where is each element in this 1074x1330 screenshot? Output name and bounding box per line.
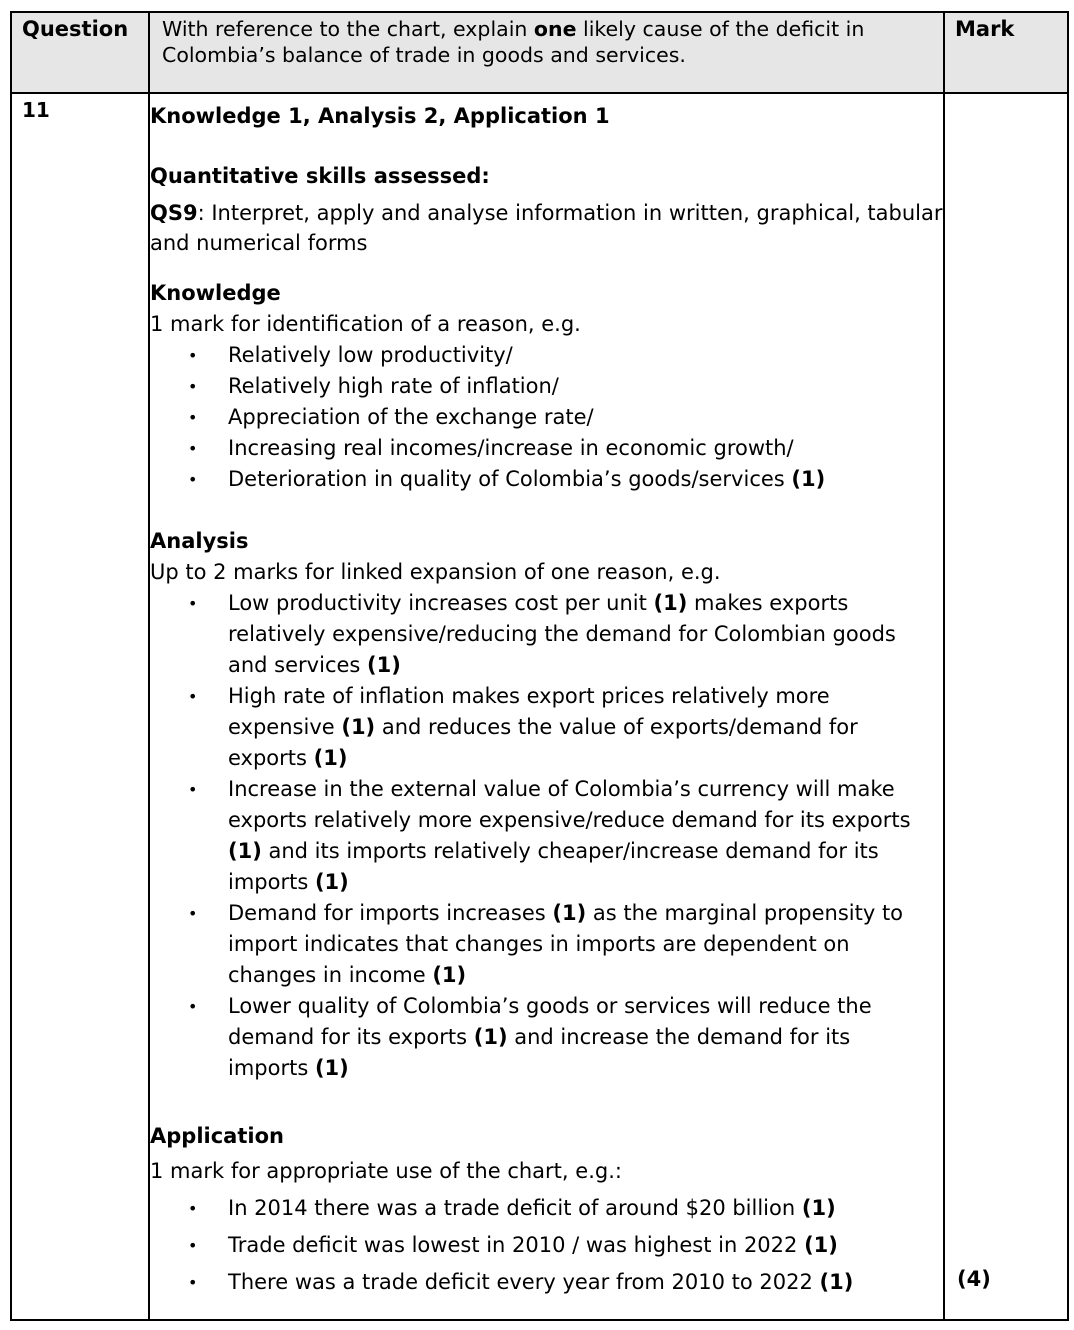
list-item-text: Demand for imports increases xyxy=(228,901,553,925)
list-item-text: Low productivity increases cost per unit xyxy=(228,591,654,615)
list-item xyxy=(150,1264,943,1301)
bullet-icon: • xyxy=(188,377,198,396)
question-header-cell xyxy=(11,12,149,93)
list-item-text: Relatively high rate of inflation/ xyxy=(228,374,559,398)
knowledge-list xyxy=(150,340,943,495)
mark-award: (1) xyxy=(367,653,401,677)
total-mark: (4) xyxy=(957,1267,991,1291)
mark-award: (1) xyxy=(314,1056,349,1080)
application-intro: 1 mark for appropriate use of the chart, e.g.: xyxy=(150,1159,622,1183)
list-item xyxy=(150,433,943,464)
list-item xyxy=(150,1227,943,1264)
list-item xyxy=(150,588,943,681)
mark-award: (1) xyxy=(228,839,262,863)
bullet-icon: • xyxy=(188,470,198,489)
mark-award: (1) xyxy=(314,870,349,894)
list-item-text: Relatively low productivity/ xyxy=(228,343,513,367)
quantitative-skill-text: : Interpret, apply and analyse information in written, graphical, tabular and numerical forms xyxy=(150,201,943,255)
bullet-icon: • xyxy=(188,780,198,799)
application-heading: Application xyxy=(150,1124,284,1148)
bullet-icon: • xyxy=(188,594,198,613)
mark-award: (1) xyxy=(432,963,467,987)
answer-row xyxy=(11,93,1068,1320)
mark-award: (1) xyxy=(313,746,348,770)
list-item-text: There was a trade deficit every year from 2010 to 2022 xyxy=(228,1270,820,1294)
list-item xyxy=(150,340,943,371)
mark-award: (1) xyxy=(819,1270,854,1294)
list-item xyxy=(150,774,943,898)
list-item xyxy=(150,681,943,774)
list-item xyxy=(150,464,943,495)
bullet-icon: • xyxy=(188,1236,198,1255)
assessment-weighting: Knowledge 1, Analysis 2, Application 1 xyxy=(150,104,610,128)
list-item-text: and increase the demand for its imports xyxy=(228,1025,851,1080)
list-item xyxy=(150,371,943,402)
bullet-icon: • xyxy=(188,687,198,706)
list-item xyxy=(150,991,943,1084)
knowledge-heading: Knowledge xyxy=(150,281,281,305)
list-item-text: Appreciation of the exchange rate/ xyxy=(228,405,594,429)
list-item xyxy=(150,1190,943,1227)
bullet-icon: • xyxy=(188,997,198,1016)
header-row xyxy=(11,12,1068,93)
bullet-icon: • xyxy=(188,346,198,365)
list-item-text: as the marginal propensity to import indicates that changes in imports are dependent on changes in income xyxy=(228,901,904,987)
question-text-emphasis: one xyxy=(533,17,577,41)
list-item-text: Increasing real incomes/increase in economic growth/ xyxy=(228,436,794,460)
list-item-text: In 2014 there was a trade deficit of around $20 billion xyxy=(228,1196,802,1220)
mark-scheme-table xyxy=(10,11,1069,1321)
application-list xyxy=(150,1190,943,1301)
list-item-text: and reduces the value of exports/demand for exports xyxy=(228,715,858,770)
question-column-label: Question xyxy=(22,17,129,41)
mark-award: (1) xyxy=(552,901,587,925)
mark-award: (1) xyxy=(801,1196,836,1220)
bullet-icon: • xyxy=(188,1199,198,1218)
knowledge-intro: 1 mark for identification of a reason, e.g. xyxy=(150,312,581,336)
list-item-text: and its imports relatively cheaper/increase demand for its imports xyxy=(228,839,879,894)
mark-header-cell xyxy=(944,12,1068,93)
bullet-icon: • xyxy=(188,1273,198,1292)
analysis-list xyxy=(150,588,943,1084)
mark-award: (1) xyxy=(804,1233,838,1257)
mark-award: (1) xyxy=(341,715,376,739)
mark-award: (1) xyxy=(791,467,826,491)
list-item-text: Deterioration in quality of Colombia’s goods/services xyxy=(228,467,792,491)
quantitative-skill-description xyxy=(150,198,943,258)
list-item xyxy=(150,402,943,433)
bullet-icon: • xyxy=(188,408,198,427)
analysis-intro: Up to 2 marks for linked expansion of one reason, e.g. xyxy=(150,560,721,584)
mark-award: (1) xyxy=(653,591,688,615)
mark-award: (1) xyxy=(473,1025,508,1049)
analysis-heading: Analysis xyxy=(150,529,249,553)
bullet-icon: • xyxy=(188,904,198,923)
list-item-text: makes exports relatively expensive/reducing the demand for Colombian goods and services xyxy=(228,591,896,677)
list-item-text: Increase in the external value of Colombia’s currency will make exports relatively more expensive/reduce demand for its exports xyxy=(228,777,911,832)
question-text xyxy=(150,13,943,68)
quantitative-skills-heading: Quantitative skills assessed: xyxy=(150,164,490,188)
list-item-text: Trade deficit was lowest in 2010 / was highest in 2022 xyxy=(228,1233,805,1257)
question-text-cell xyxy=(149,12,944,93)
guidance-cell xyxy=(149,93,944,1320)
question-number: 11 xyxy=(22,98,50,122)
list-item-text: High rate of inflation makes export prices relatively more expensive xyxy=(228,684,830,739)
quantitative-skill-code: QS9 xyxy=(150,201,198,225)
list-item-text: Lower quality of Colombia’s goods or services will reduce the demand for its exports xyxy=(228,994,872,1049)
question-text-part: likely cause of the deficit in Colombia’s balance of trade in goods and services. xyxy=(162,17,865,67)
mark-cell xyxy=(944,93,1068,1320)
question-text-part: With reference to the chart, explain xyxy=(162,17,534,41)
question-number-cell xyxy=(11,93,149,1320)
bullet-icon: • xyxy=(188,439,198,458)
list-item xyxy=(150,898,943,991)
mark-column-label: Mark xyxy=(955,17,1015,41)
